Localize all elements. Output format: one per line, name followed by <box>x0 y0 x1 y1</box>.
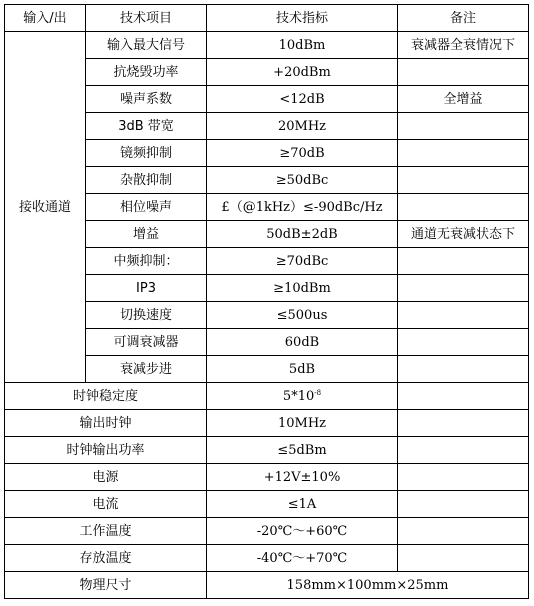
item-cell: 工作温度 <box>5 518 207 545</box>
spec-cell: ≤500us <box>207 302 398 329</box>
table-row <box>5 518 529 545</box>
note-cell: 通道无衰减状态下 <box>398 221 529 248</box>
spec-cell: ≥50dBc <box>207 167 398 194</box>
table-row <box>5 383 529 410</box>
table-row <box>5 491 529 518</box>
spec-cell: +20dBm <box>207 59 398 86</box>
spec-cell: 10dBm <box>207 32 398 59</box>
spec-cell: ≤5dBm <box>207 437 398 464</box>
note-cell <box>398 356 529 383</box>
note-cell <box>398 491 529 518</box>
spec-cell: ≥70dB <box>207 140 398 167</box>
item-cell: 电流 <box>5 491 207 518</box>
spec-cell: ≥70dBc <box>207 248 398 275</box>
note-cell <box>398 329 529 356</box>
item-cell: 可调衰减器 <box>86 329 207 356</box>
note-cell <box>398 248 529 275</box>
table-row <box>5 32 529 59</box>
item-cell: 3dB 带宽 <box>86 113 207 140</box>
spec-cell: 50dB±2dB <box>207 221 398 248</box>
note-cell <box>398 59 529 86</box>
spec-cell: ≤1A <box>207 491 398 518</box>
item-cell: 时钟输出功率 <box>5 437 207 464</box>
item-cell: 存放温度 <box>5 545 207 572</box>
stability-exponent: -8 <box>314 388 322 397</box>
header-row <box>5 5 529 32</box>
header-spec: 技术指标 <box>207 5 398 32</box>
table-row <box>5 437 529 464</box>
spec-cell: <12dB <box>207 86 398 113</box>
note-cell <box>398 167 529 194</box>
spec-cell: -40℃～+70℃ <box>207 545 398 572</box>
item-cell: 输入最大信号 <box>86 32 207 59</box>
clock-stability-label: 时钟稳定度 <box>5 383 207 410</box>
item-cell: 相位噪声 <box>86 194 207 221</box>
header-item: 技术项目 <box>86 5 207 32</box>
item-cell: 电源 <box>5 464 207 491</box>
header-note: 备注 <box>398 5 529 32</box>
note-cell <box>398 518 529 545</box>
table-row <box>5 410 529 437</box>
spec-table <box>4 4 529 599</box>
note-cell: 全增益 <box>398 86 529 113</box>
item-cell: 杂散抑制 <box>86 167 207 194</box>
note-cell <box>398 113 529 140</box>
item-cell: 输出时钟 <box>5 410 207 437</box>
spec-cell: ≥10dBm <box>207 275 398 302</box>
header-io: 输入/出 <box>5 5 86 32</box>
spec-cell: 20MHz <box>207 113 398 140</box>
physical-size-label: 物理尺寸 <box>5 572 207 599</box>
table-row <box>5 545 529 572</box>
item-cell: 抗烧毁功率 <box>86 59 207 86</box>
clock-stability-value <box>207 383 398 410</box>
note-cell <box>398 194 529 221</box>
note-cell <box>398 410 529 437</box>
stability-base: 5*10 <box>282 388 315 404</box>
item-cell: 镜频抑制 <box>86 140 207 167</box>
item-cell: 切换速度 <box>86 302 207 329</box>
spec-cell: 10MHz <box>207 410 398 437</box>
note-cell <box>398 464 529 491</box>
receiver-channel-label: 接收通道 <box>5 32 86 383</box>
note-cell <box>398 275 529 302</box>
spec-cell: 5dB <box>207 356 398 383</box>
note-cell <box>398 437 529 464</box>
physical-size-value: 158mm×100mm×25mm <box>207 572 529 599</box>
note-cell: 衰减器全衰情况下 <box>398 32 529 59</box>
note-cell <box>398 383 529 410</box>
item-cell: 中频抑制： <box>86 248 207 275</box>
item-cell: 噪声系数 <box>86 86 207 113</box>
note-cell <box>398 302 529 329</box>
note-cell <box>398 140 529 167</box>
item-cell: IP3 <box>86 275 207 302</box>
table-row <box>5 464 529 491</box>
note-cell <box>398 545 529 572</box>
item-cell: 增益 <box>86 221 207 248</box>
spec-cell: -20℃～+60℃ <box>207 518 398 545</box>
table-row <box>5 572 529 599</box>
spec-cell: £（@1kHz）≤-90dBc/Hz <box>207 194 398 221</box>
spec-cell: 60dB <box>207 329 398 356</box>
spec-cell: +12V±10% <box>207 464 398 491</box>
item-cell: 衰减步进 <box>86 356 207 383</box>
